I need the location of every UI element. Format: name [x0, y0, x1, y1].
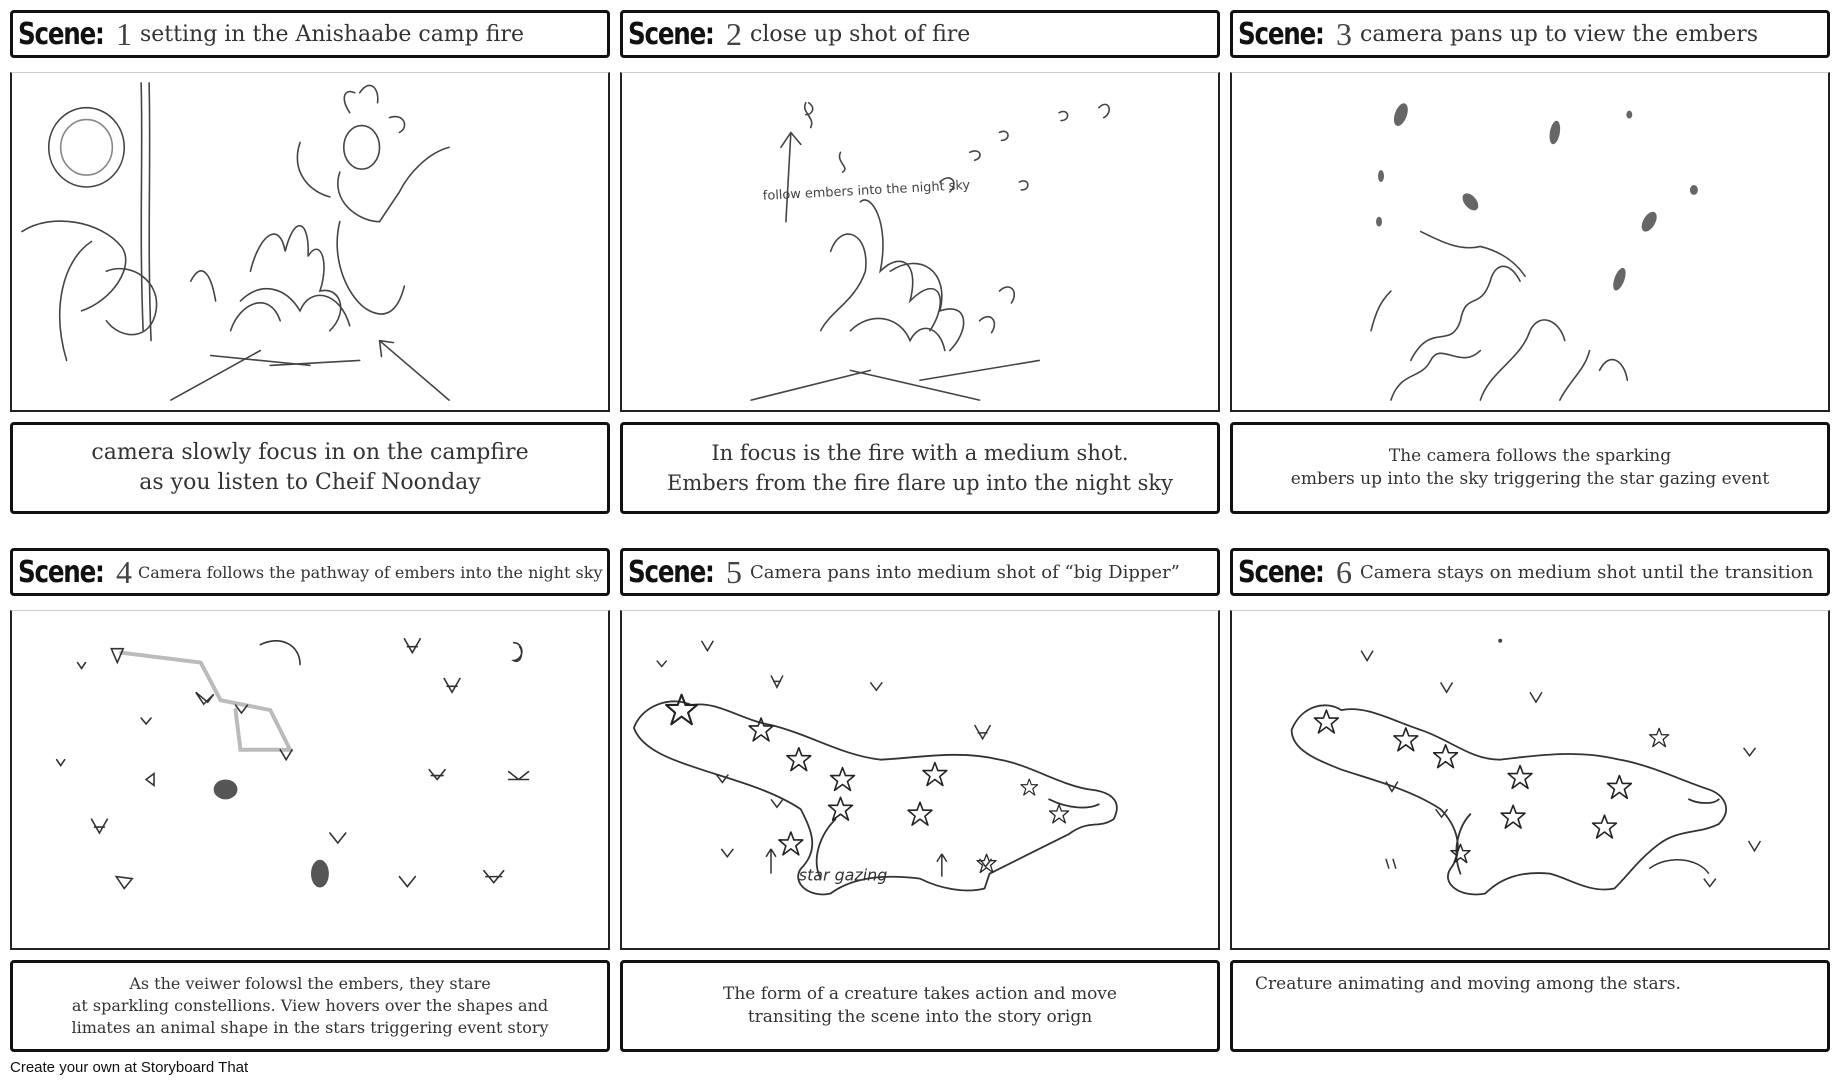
scene-title-box	[620, 10, 1220, 58]
creature-among-stars-sketch	[1232, 611, 1828, 948]
sketch-handwriting: star gazing	[798, 865, 888, 885]
scene-sketch-campfire	[10, 72, 610, 412]
scene-description-box	[620, 960, 1220, 1052]
scene-label: Scene:	[628, 554, 714, 590]
scene-description: In focus is the fire with a medium shot. Embers from the fire flare up into the night sky	[667, 441, 1173, 495]
sketch-handwriting: follow embers into the night sky	[762, 178, 971, 204]
scene-title-box	[620, 548, 1220, 596]
big-dipper-creature-sketch	[622, 611, 1218, 948]
scene-description: Creature animating and moving among the stars.	[1255, 974, 1681, 994]
scene-title: Camera stays on medium shot until the transition	[1360, 561, 1814, 583]
fire-closeup-sketch	[622, 73, 1218, 410]
scene-label: Scene:	[1238, 554, 1324, 590]
scene-title: setting in the Anishaabe camp fire	[140, 21, 524, 47]
scene-description: As the veiwer folowsl the embers, they stare at sparkling constellions. View hovers over the shapes and limates an animal shape in the stars triggering event story	[71, 974, 549, 1037]
embers-sketch	[1232, 73, 1828, 410]
scene-description-box	[10, 422, 610, 514]
scene-title: close up shot of fire	[750, 21, 971, 47]
scene-description: camera slowly focus in on the campfire as you listen to Cheif Noonday	[91, 440, 529, 495]
scene-title-box	[10, 10, 610, 58]
scene-description-box	[1230, 960, 1830, 1052]
scene-sketch-fire-closeup	[620, 72, 1220, 412]
campfire-sketch	[12, 73, 608, 410]
scene-description-box	[620, 422, 1220, 514]
scene-title: camera pans up to view the embers	[1360, 21, 1759, 47]
scene-description: The camera follows the sparking embers up into the sky triggering the star gazing event	[1290, 446, 1770, 489]
constellation-sketch	[12, 611, 608, 948]
scene-title-box	[1230, 10, 1830, 58]
scene-description-box	[10, 960, 610, 1052]
scene-number: 3	[1336, 15, 1352, 52]
scene-number: 4	[116, 553, 132, 590]
scene-sketch-embers	[1230, 72, 1830, 412]
scene-description: The form of a creature takes action and move transiting the scene into the story orign	[723, 984, 1117, 1027]
scene-number: 2	[726, 15, 742, 52]
scene-number: 6	[1336, 553, 1352, 590]
scene-description-box	[1230, 422, 1830, 514]
scene-title: Camera pans into medium shot of “big Dipper”	[750, 561, 1180, 583]
scene-sketch-constellations	[10, 610, 610, 950]
scene-title-box	[1230, 548, 1830, 596]
scene-number: 5	[726, 553, 742, 590]
scene-sketch-creature	[620, 610, 1220, 950]
scene-label: Scene:	[1238, 16, 1324, 52]
scene-label: Scene:	[18, 554, 104, 590]
scene-label: Scene:	[628, 16, 714, 52]
scene-title: Camera follows the pathway of embers into the night sky	[138, 562, 603, 582]
scene-label: Scene:	[18, 16, 104, 52]
scene-title-box	[10, 548, 610, 596]
scene-number: 1	[116, 15, 132, 52]
storyboard-that-credit[interactable]: Create your own at Storyboard That	[10, 1059, 249, 1076]
scene-sketch-creature-stars	[1230, 610, 1830, 950]
